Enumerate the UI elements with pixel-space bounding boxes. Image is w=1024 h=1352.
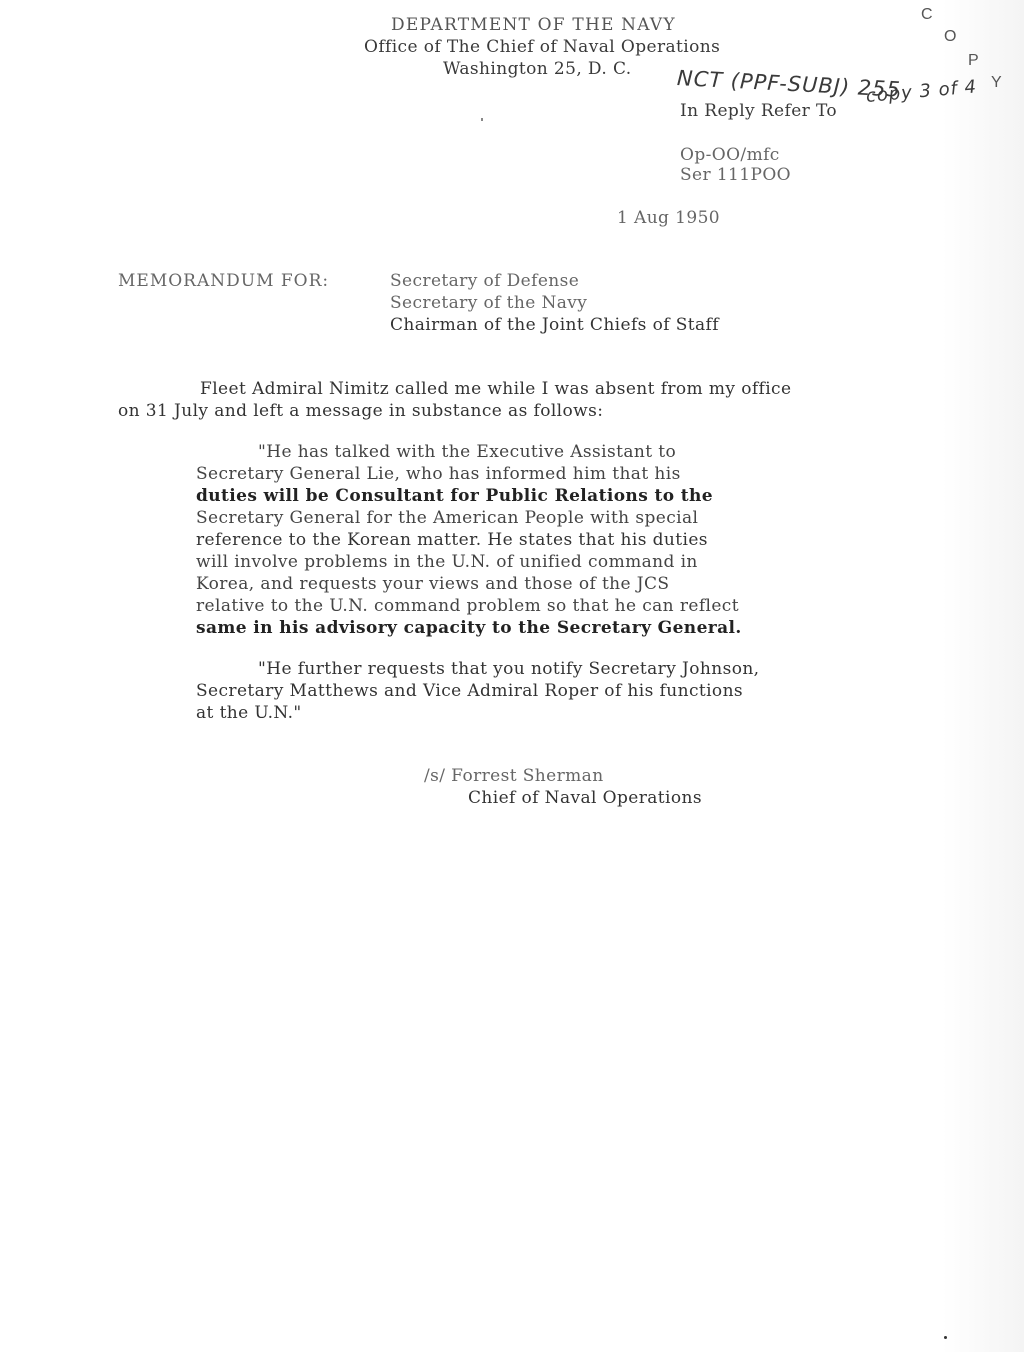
reply-refer-label: In Reply Refer To [680, 101, 838, 121]
quote1-line-9: same in his advisory capacity to the Secretary General. [196, 618, 742, 638]
quote1-line-6: will involve problems in the U.N. of unified command in [196, 552, 698, 572]
copy-stamp-letter-y: Y [991, 74, 1002, 91]
quote1-line-4: Secretary General for the American People with special [196, 508, 699, 528]
handwritten-copy-note: copy 3 of 4 [865, 76, 978, 107]
quote1-line-3: duties will be Consultant for Public Relations to the [196, 486, 714, 506]
intro-line-1: Fleet Admiral Nimitz called me while I was absent from my office [200, 379, 792, 399]
reference-code: Op-OO/mfc [680, 145, 780, 165]
quote2-line-1: "He further requests that you notify Secretary Johnson, [258, 659, 760, 679]
department-heading: DEPARTMENT OF THE NAVY [391, 15, 676, 35]
quote1-line-2: Secretary General Lie, who has informed him that his [196, 464, 681, 484]
recipient-jcs-chairman: Chairman of the Joint Chiefs of Staff [390, 315, 719, 335]
recipient-secdef: Secretary of Defense [390, 271, 580, 291]
location-heading: Washington 25, D. C. [443, 59, 632, 79]
quote1-line-7: Korea, and requests your views and those of the JCS [196, 574, 670, 594]
quote2-line-2: Secretary Matthews and Vice Admiral Roper of his functions [196, 681, 744, 701]
handwritten-file-reference: NCT (PPF-SUBJ) 255 [676, 66, 902, 102]
quote2-line-3: at the U.N." [196, 703, 302, 723]
office-heading: Office of The Chief of Naval Operations [364, 37, 721, 57]
copy-stamp-letter-c: C [921, 6, 933, 23]
memo-date: 1 Aug 1950 [617, 208, 720, 228]
intro-line-2: on 31 July and left a message in substance as follows: [118, 401, 604, 421]
serial-number: Ser 111POO [680, 165, 791, 185]
recipient-secnav: Secretary of the Navy [390, 293, 588, 313]
quote1-line-8: relative to the U.N. command problem so that he can reflect [196, 596, 739, 616]
copy-stamp-letter-p: P [968, 52, 979, 69]
stray-dot [944, 1336, 947, 1339]
memorandum-label: MEMORANDUM FOR: [118, 271, 330, 291]
copy-stamp-letter-o: O [944, 28, 957, 45]
quote1-line-5: reference to the Korean matter. He states that his duties [196, 530, 708, 550]
quote1-line-1: "He has talked with the Executive Assistant to [258, 442, 677, 462]
stray-mark [481, 118, 483, 121]
signature-title: Chief of Naval Operations [468, 788, 702, 808]
signature-name: /s/ Forrest Sherman [424, 766, 604, 786]
